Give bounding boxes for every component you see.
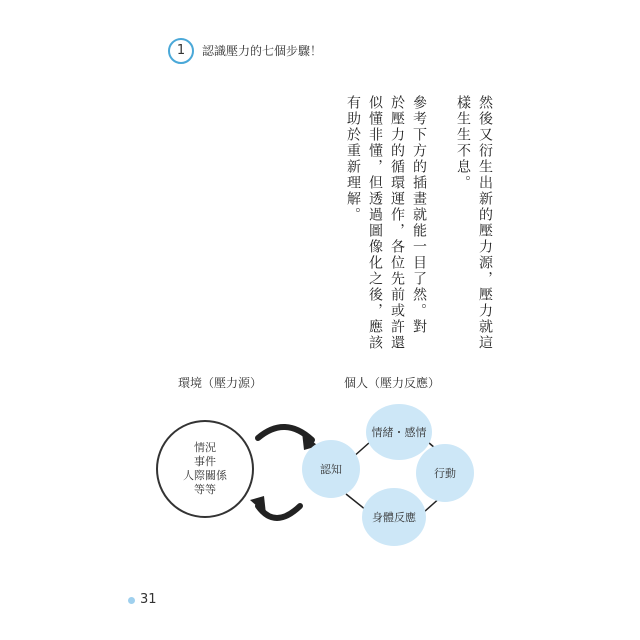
body-paragraph-1 <box>452 95 496 355</box>
node-emotion: 情緒・感情 <box>366 404 432 460</box>
page-number-dot <box>128 597 135 604</box>
node-action: 行動 <box>416 444 474 502</box>
environment-item: 情況 <box>194 441 216 454</box>
environment-circle <box>156 420 254 518</box>
environment-item: 人際關係 <box>183 469 227 482</box>
paragraph-line: 參考下方的插畫就能一目了然。對 <box>411 95 427 335</box>
node-body-reaction: 身體反應 <box>362 488 426 546</box>
arrowhead-bottom-icon <box>250 496 266 514</box>
environment-label: 環境（壓力源） <box>178 376 263 390</box>
paragraph-line: 樣生生不息。 <box>455 95 471 191</box>
stress-cycle-diagram <box>0 360 640 560</box>
paragraph-line: 似懂非懂，但透過圖像化之後，應該 <box>367 95 383 351</box>
paragraph-line: 於壓力的循環運作，各位先前或許還 <box>389 95 405 351</box>
body-paragraph-2 <box>342 95 430 355</box>
paragraph-line: 有助於重新理解。 <box>345 95 361 223</box>
paragraph-line: 然後又衍生出新的壓力源，壓力就這 <box>477 95 493 351</box>
person-label: 個人（壓力反應） <box>344 376 441 390</box>
environment-item: 事件 <box>194 455 216 468</box>
page-number: 31 <box>140 592 157 607</box>
chapter-number-badge: 1 <box>168 38 194 64</box>
environment-item: 等等 <box>194 483 216 496</box>
node-cognition: 認知 <box>302 440 360 498</box>
chapter-title: 認識壓力的七個步驟！ <box>202 44 323 58</box>
